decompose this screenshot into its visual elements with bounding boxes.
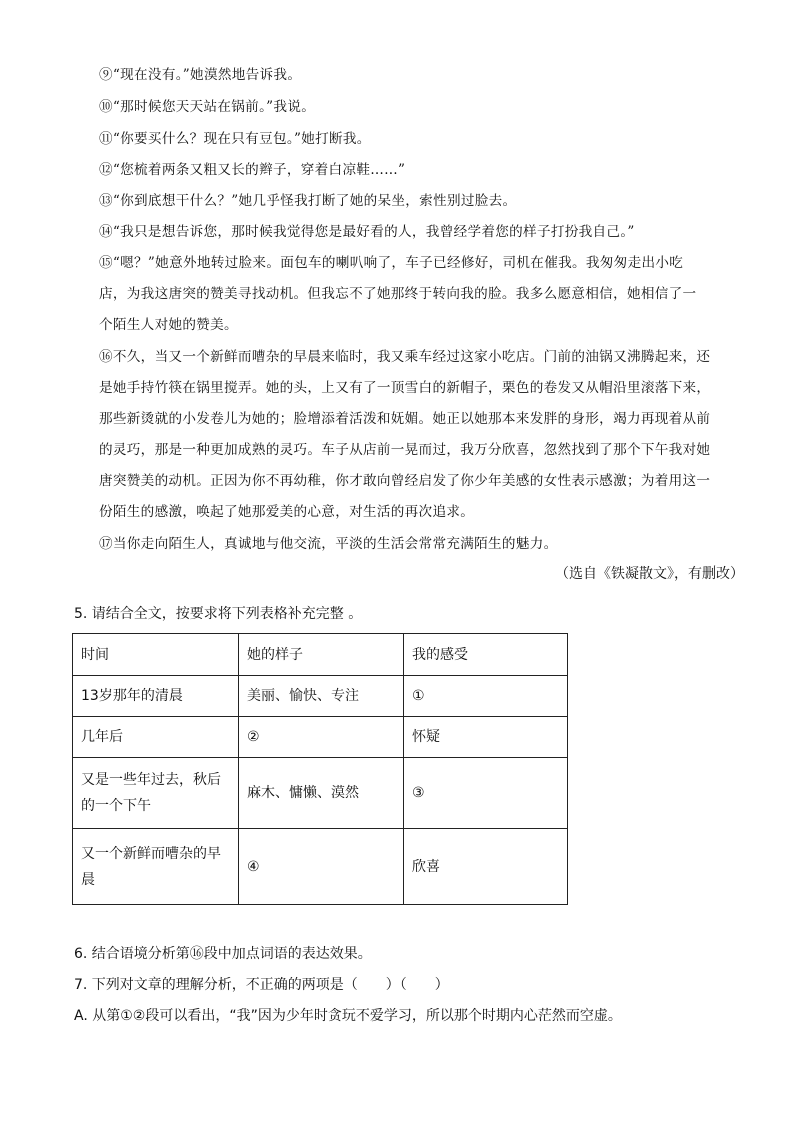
table-cell: ③ bbox=[404, 758, 568, 829]
paragraph-16: ⑯不久，当又一个新鲜而嘈杂的早晨来临时，我又乘车经过这家小吃店。门前的油锅又沸腾起来，还是她手持竹筷在锅里搅弄。她的头，上又有了一顶雪白的新帽子，栗色的卷发又从帽沿里滚落下来，那些新烫就的小发卷儿为她的；脸增添着活泼和妩媚。她正以她那本来发胖的身形，竭力再现着从前的灵巧，那是一种更加成熟的灵巧。车子从店前一晃而过，我万分欣喜，忽然找到了那个下午我对她唐突赞美的动机。正因为你不再幼稚，你才敢向曾经启发了你少年美感的女性表示感激；为着用这一份陌生的感激，唤起了她那爱美的心意，对生活的再次追求。 bbox=[99, 349, 711, 520]
table-cell: 几年后 bbox=[73, 717, 239, 758]
question-5: 5. 请结合全文，按要求将下列表格补充完整 。 bbox=[74, 606, 363, 622]
paragraph-15: ⑮“嗯？”她意外地转过脸来。面包车的喇叭响了，车子已经修好，司机在催我。我匆匆走出小吃店，为我这唐突的赞美寻找动机。但我忘不了她那终于转向我的脸。我多么愿意相信，她相信了一个陌生人对她的赞美。 bbox=[99, 255, 697, 333]
paragraph-9: ⑨“现在没有。”她漠然地告诉我。 bbox=[99, 67, 302, 83]
table-cell: 怀疑 bbox=[404, 717, 568, 758]
table-row bbox=[73, 717, 568, 758]
table-cell: ② bbox=[239, 717, 404, 758]
table-cell: ① bbox=[404, 676, 568, 717]
paragraph-12: ⑫“您梳着两条又粗又长的辫子，穿着白凉鞋……” bbox=[99, 162, 406, 178]
table-row bbox=[73, 829, 568, 905]
question-7-option-a: A. 从第①②段可以看出，“我”因为少年时贪玩不爱学习，所以那个时期内心茫然而空虚。 bbox=[74, 1008, 622, 1024]
table-header-row bbox=[73, 634, 568, 676]
table-cell: 麻木、慵懒、漠然 bbox=[239, 758, 404, 829]
table-cell: 13岁那年的清晨 bbox=[73, 676, 239, 717]
paragraph-14: ⑭“我只是想告诉您，那时候我觉得您是最好看的人，我曾经学着您的样子打扮我自己。” bbox=[99, 224, 635, 240]
table-header-cell: 她的样子 bbox=[239, 634, 404, 676]
question-6: 6. 结合语境分析第⑯段中加点词语的表达效果。 bbox=[74, 946, 372, 962]
question-7: 7. 下列对文章的理解分析，不正确的两项是（ ）（ ） bbox=[74, 977, 449, 993]
answer-table bbox=[72, 633, 568, 905]
table-cell: 美丽、愉快、专注 bbox=[239, 676, 404, 717]
table-cell: 又是一些年过去，秋后的一个下午 bbox=[73, 758, 239, 829]
table-row bbox=[73, 676, 568, 717]
paragraph-13: ⑬“你到底想干什么？”她几乎怪我打断了她的呆坐，索性别过脸去。 bbox=[99, 193, 517, 209]
paragraph-10: ⑩“那时候您天天站在锅前。”我说。 bbox=[99, 99, 316, 115]
table-header-cell: 我的感受 bbox=[404, 634, 568, 676]
table-cell: 欣喜 bbox=[404, 829, 568, 905]
table-cell: 又一个新鲜而嘈杂的早晨 bbox=[73, 829, 239, 905]
table-header-cell: 时间 bbox=[73, 634, 239, 676]
paragraph-17: ⑰当你走向陌生人，真诚地与他交流，平淡的生活会常常充满陌生的魅力。 bbox=[99, 536, 558, 552]
table-row bbox=[73, 758, 568, 829]
table-cell: ④ bbox=[239, 829, 404, 905]
source-citation: （选自《铁凝散文》，有删改） bbox=[555, 566, 744, 582]
paragraph-11: ⑪“你要买什么？现在只有豆包。”她打断我。 bbox=[99, 131, 371, 147]
